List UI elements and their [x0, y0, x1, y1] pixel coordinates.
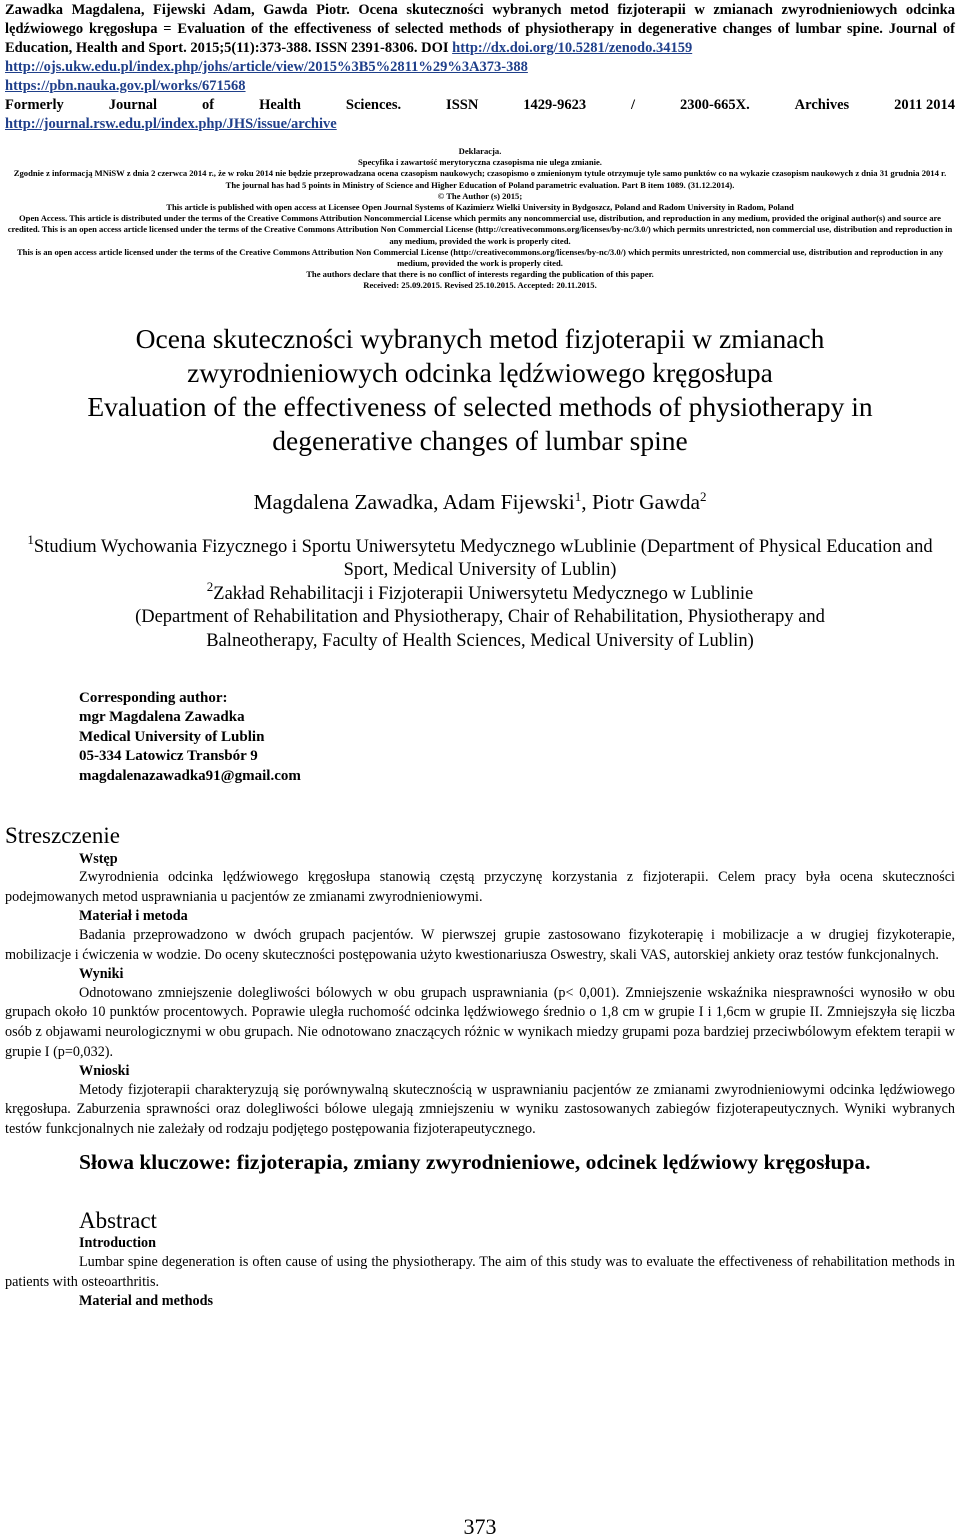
streszczenie-heading: Streszczenie — [5, 822, 120, 848]
title-en-line: Evaluation of the effectiveness of selected methods of physiotherapy in — [87, 390, 873, 422]
section-heading: Wstęp — [79, 850, 118, 867]
pbn-link[interactable]: https://pbn.nauka.gov.pl/works/671568 — [5, 78, 246, 94]
keywords: Słowa kluczowe: fizjoterapia, zmiany zwyrodnieniowe, odcinek lędźwiowy kręgosłupa. — [79, 1150, 871, 1175]
title-en-line: degenerative changes of lumbar spine — [272, 424, 688, 456]
section-heading: Wyniki — [79, 966, 124, 983]
article-page — [5, 0, 955, 1311]
affiliation-1: $^1$Studium Wychowania Fizycznego i Sportu Uniwersytetu Medycznego wLublinie (Department of Physical Education and Sport, Medical University of Lublin) — [27, 531, 933, 581]
doi-link[interactable]: http://dx.doi.org/10.5281/zenodo.34159 — [452, 40, 693, 56]
section-paragraph: Metody fizjoterapii charakteryzują się porównywalną skutecznością w usprawnianiu pacjentów ze zmianami zwyrodnieniowymi odcinka lędźwiowego kręgosłupa. Zaburzenia sprawności oraz dolegliwości bólowe ulegają zmniejszeniu w wyniku zastosowanych zabiegów fizjoterapeutycznych. Wyniki wybranych testów funkcjonalnych nie zależały od rodzaju podjętego postępowania fizjoterapeutycznego. — [5, 1081, 955, 1137]
section-paragraph: Lumbar spine degeneration is often cause of using the physiotherapy. The aim of this study was to evaluate the effectiveness of rehabilitation methods in patients with osteoarthritis. — [5, 1254, 955, 1290]
section-paragraph: Odnotowano zmniejszenie dolegliwości bólowych w obu grupach usprawniania (p< 0,001). Zmniejszenie wskaźnika niesprawności wynosiło w obu grupach około 10 punktów procentowych. Poprawie uległa ruchomość odcinka lędźwiowego średnio o 1,8 cm w grupie I i 1,6cm w grupie II. Zmniejszyła się liczba osób z objawami neurologicznymi w obu grupach. Nie odnotowano znaczących różnic w wynikach miedzy grupami poza bardziej przeciwbólowym efektem terapii w grupie I (p=0,032). — [5, 984, 955, 1060]
corresponding-author: Corresponding author: mgr Magdalena Zawadka Medical University of Lublin 05-334 Latowicz Transbór 9 magdalenazawadka91@gmail.com — [79, 689, 955, 787]
archive-link[interactable]: http://journal.rsw.edu.pl/index.php/JHS/issue/archive — [5, 116, 337, 132]
note-line: This article is published with open access at Licensee Open Journal Systems of Kazimierz Wielki University in Bydgoszcz, Poland and Radom University in Radom, Poland — [166, 202, 794, 213]
section-heading: Introduction — [79, 1235, 156, 1252]
note-line: The journal has had 5 points in Ministry of Science and Higher Education of Poland parametric evaluation. Part B item 1089. (31.12.2014). — [225, 179, 735, 190]
section-heading: Material and methods — [79, 1293, 213, 1310]
note-line: Zgodnie z informacją MNiSW z dnia 2 czerwca 2014 r., że w roku 2014 nie będzie przeprowadzana ocena czasopism naukowych; czasopismo o zmienionym tytule otrzymuje tyle samo punktów co na wykazie czasopism naukowych z dnia 31 grudnia 2014 r. — [13, 168, 947, 179]
note-line: Received: 25.09.2015. Revised 25.10.2015. Accepted: 20.11.2015. — [363, 280, 597, 291]
note-line: This is an open access article licensed under the terms of the Creative Commons Attribution Non Commercial License (http://creativecommons.org/licenses/by-nc/3.0/) which permits unrestricted, non commercial use, distribution and reproduction in any medium, provided the work is properly cited. — [16, 246, 944, 269]
section-paragraph: Badania przeprowadzono w dwóch grupach pacjentów. W pierwszej grupie zastosowano fizykoterapię i mobilizacje a w drugiej fizykoterapie, mobilizacje i ćwiczenia w wodzie. Do oceny skuteczności postępowania użyto kwestionariusza Oswestry, skali VAS, autorskiej ankiety oraz testów funkcjonalnych. — [5, 926, 955, 963]
note-line: © The Author (s) 2015; — [437, 190, 523, 201]
affiliations: $^1$Studium Wychowania Fizycznego i Sportu Uniwersytetu Medycznego wLublinie (Department of Physical Education and Sport, Medical University of Lublin) $^2$Zakład Rehabilitacji i Fizjoterapii Uniwersytetu Medycznego w Lublinie (Department of Rehabilitation and Physiotherapy, Chair of Rehabilitation, Physiotherapy and Balneotherapy, Faculty of Health Sciences, Medical University of Lublin) — [5, 536, 955, 654]
section-heading: Wnioski — [79, 1063, 130, 1080]
abstract-heading: Abstract — [79, 1208, 157, 1234]
note-line: The authors declare that there is no conflict of interests regarding the publication of this paper. — [306, 269, 654, 280]
note-line: Open Access. This article is distributed under the terms of the Creative Commons Attribution Noncommercial License which permits any noncommercial use, distribution, and reproduction in any medium, provided the original author(s) and source are credited. This is an open access article licensed under the terms of the Creative Commons Attribution Non Commercial License (http://creativecommons.org/licenses/by-nc/3.0/) which permits unrestricted, non commercial use, distribution and reproduction in any medium, provided the work is properly cited. — [7, 213, 953, 246]
article-title — [5, 322, 955, 458]
note-line: Specyfika i zawartość merytoryczna czasopisma nie ulega zmianie. — [358, 157, 602, 168]
ojs-link[interactable]: http://ojs.ukw.edu.pl/index.php/johs/article/view/2015%3B5%2811%29%3A373-388 — [5, 59, 528, 75]
section-heading: Materiał i metoda — [79, 908, 188, 925]
author-email: magdalenazawadka91@gmail.com — [79, 767, 301, 784]
citation-block — [5, 1, 955, 134]
page-number: 373 — [463, 1514, 497, 1539]
note-line: Deklaracja. — [458, 146, 502, 156]
section-paragraph: Zwyrodnienia odcinka lędźwiowego kręgosłupa stanowią częstą przyczynę korzystania z fizjoterapii. Celem pracy była ocena skuteczności podejmowanych metod usprawniania u pacjentów ze zmianami zwyrodnieniowymi. — [5, 869, 955, 905]
formerly-line: Formerly Journal of Health Sciences. ISSN 1429-9623 / 2300-665X. Archives 2011 2014 — [5, 97, 955, 113]
title-pl-line: Ocena skuteczności wybranych metod fizjoterapii w zmianach — [135, 322, 825, 354]
journal-notes — [5, 146, 955, 292]
affiliation-2: $^2$Zakład Rehabilitacji i Fizjoterapii Uniwersytetu Medycznego w Lublinie — [206, 578, 754, 604]
author-list: Magdalena Zawadka, Adam Fijewski$^1$, Piotr Gawda$^2$ — [253, 488, 707, 514]
citation-text: Zawadka Magdalena, Fijewski Adam, Gawda Piotr. Ocena skuteczności wybranych metod fizjoterapii w zmianach zwyrodnieniowych odcinka lędźwiowego kręgosłupa = Evaluation of the effectiveness of selected methods of physiotherapy in degenerative changes of lumbar spine. Journal of Education, Health and Sport. 2015;5(11):373-388. ISSN 2391-8306. DOI — [5, 2, 955, 56]
title-pl-line: zwyrodnieniowych odcinka lędźwiowego kręgosłupa — [187, 356, 773, 388]
